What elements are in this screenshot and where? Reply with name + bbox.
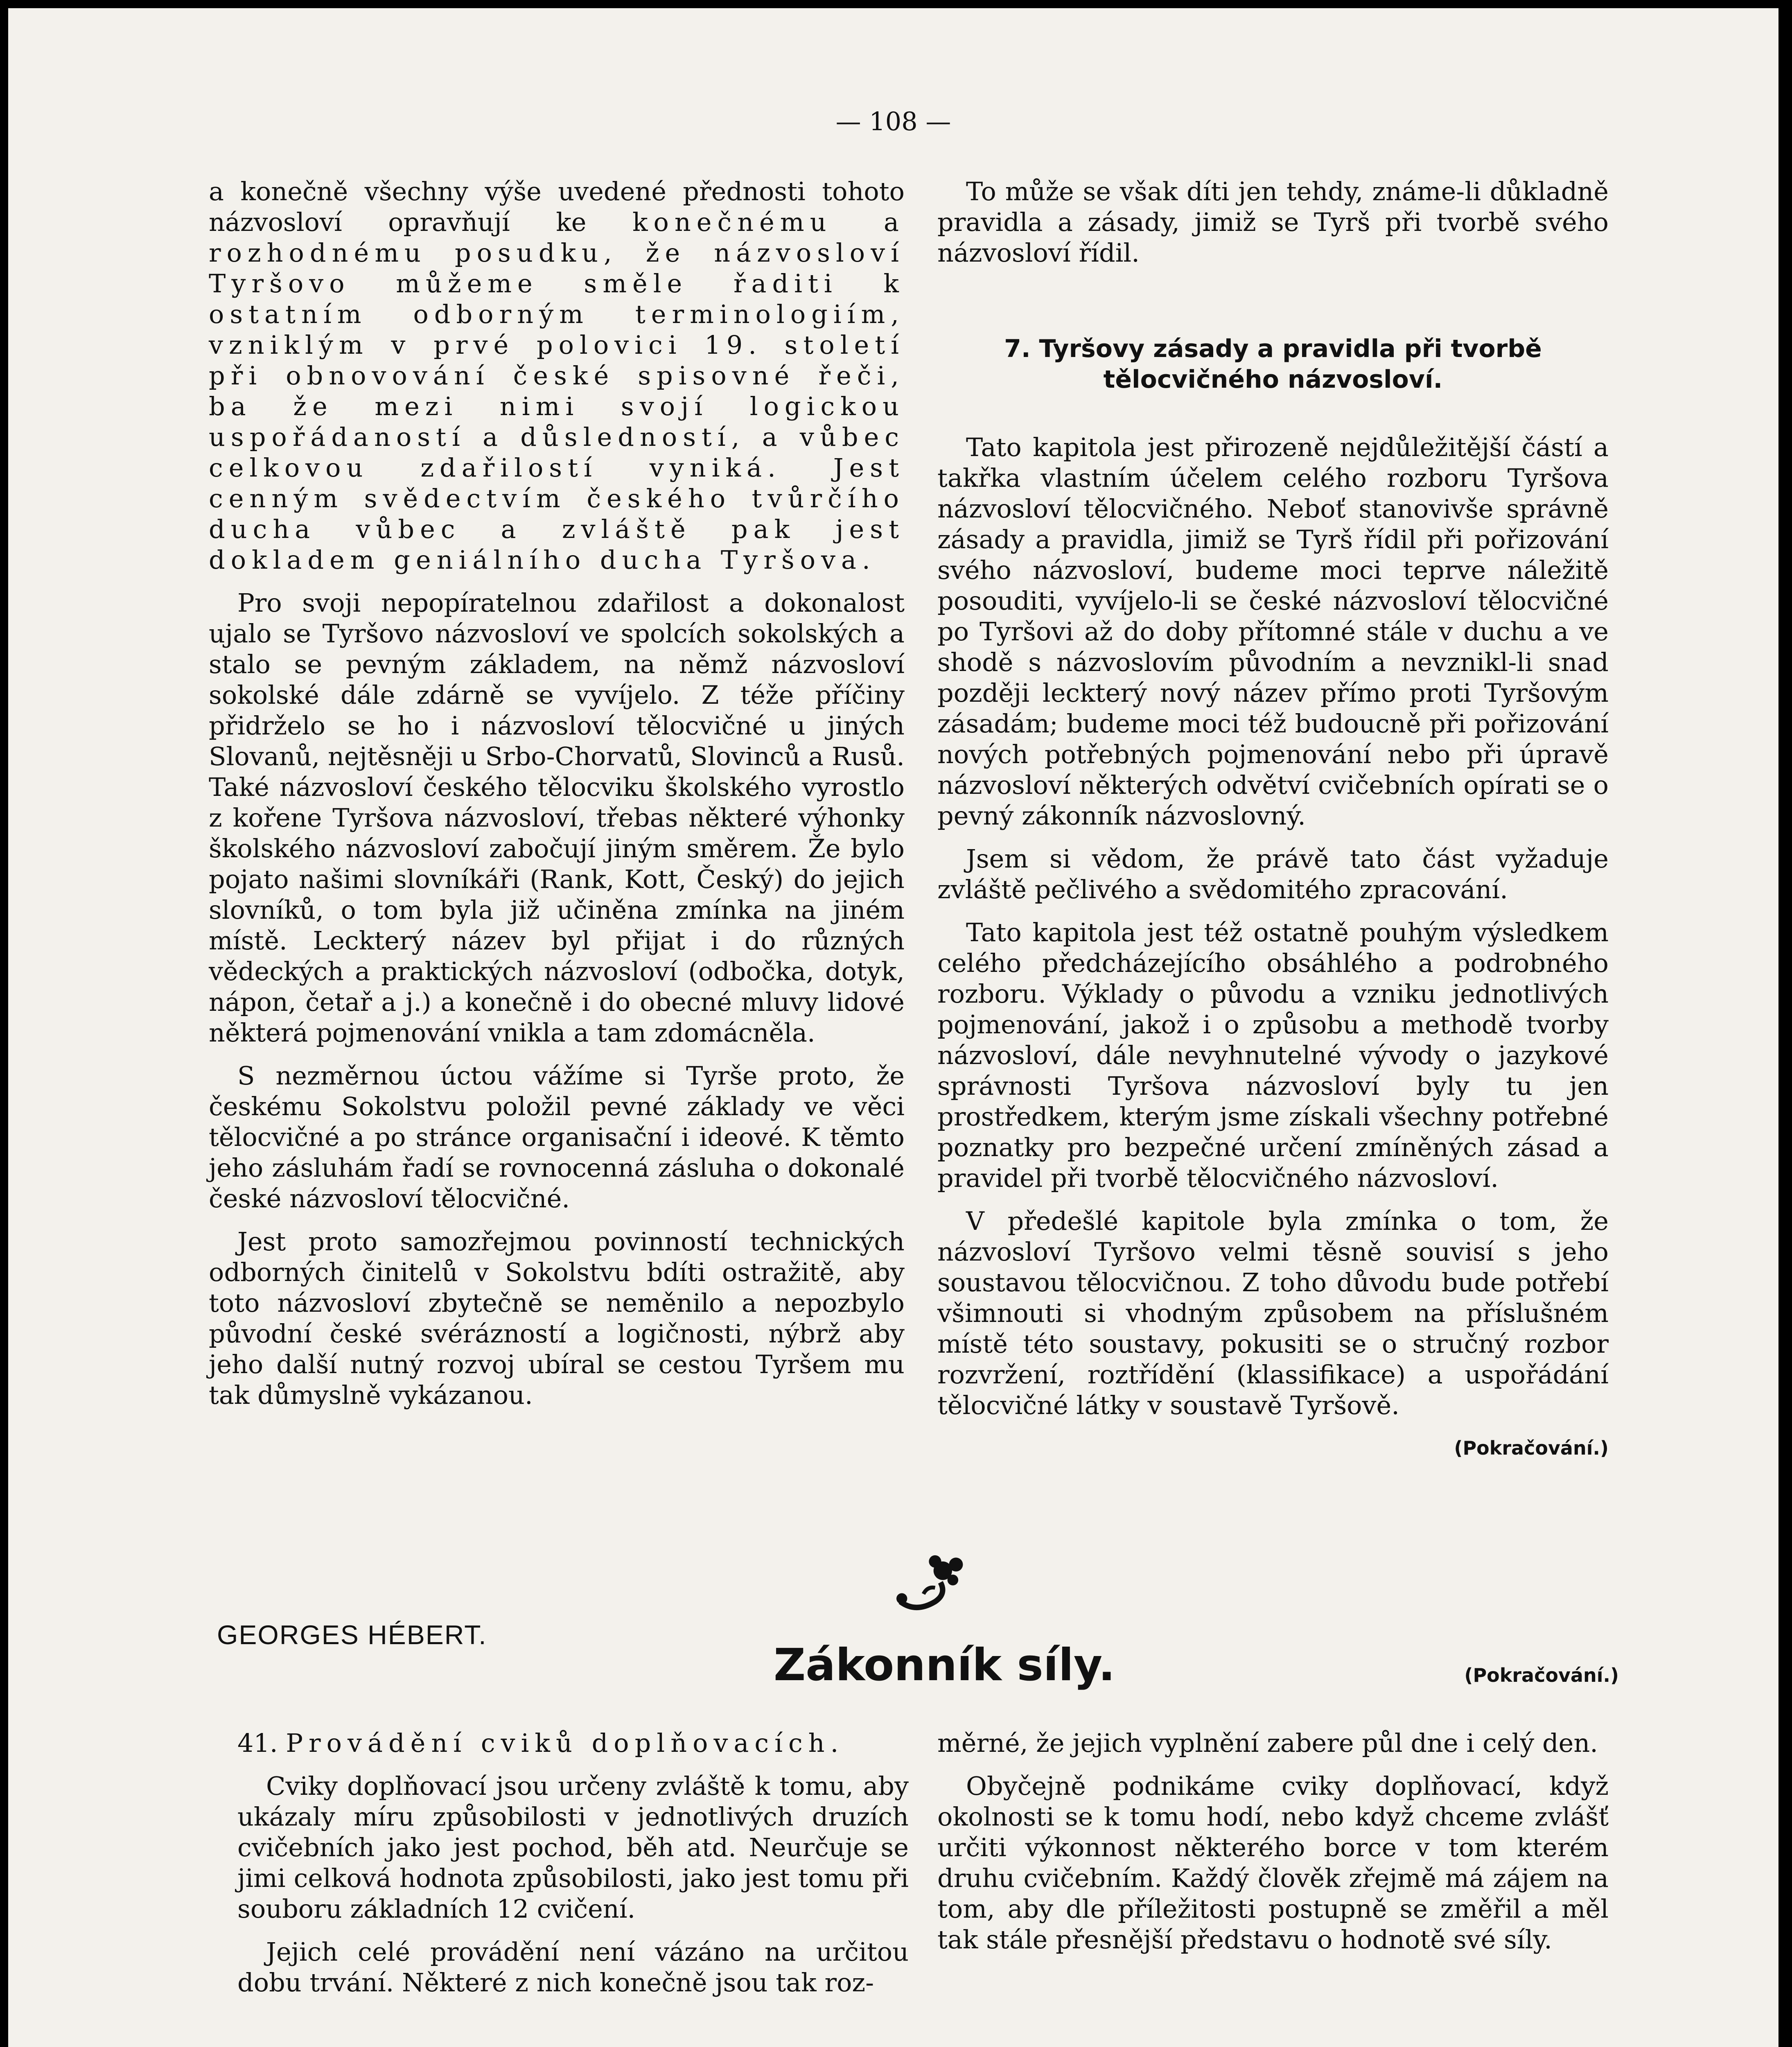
section-heading: 7. Tyršovy zásady a pravidla při tvorbě tělocvičného názvosloví. [1004, 334, 1542, 394]
article-left-paragraph-2: Jejich celé provádění není vázáno na určitou dobu trvání. Některé z nich konečně jsou tak roz- [237, 1937, 909, 1997]
article-title: Zákonník síly. [774, 1640, 1115, 1691]
continued-note: (Pokračování.) [1454, 1437, 1609, 1459]
article-right-paragraph-1: měrné, že jejich vyplnění zabere půl dne i celý den. [937, 1728, 1598, 1758]
article-subheading [237, 1728, 909, 1758]
right-paragraph-1: To může se však díti jen tehdy, známe-li důkladně pravidla a zásady, jimiž se Tyrš při tvorbě svého názvosloví řídil. [937, 176, 1609, 268]
flower-ornament-icon [892, 1548, 970, 1617]
subheading-number: 41. [237, 1728, 286, 1758]
article-right-paragraph-2: Obyčejně podnikáme cviky doplňovací, když okolnosti se k tomu hodí, nebo když chceme zvlášť určiti výkonnost některého borce v tom kterém druhu cvičebním. Každý člověk zřejmě má zájem na tom, aby dle příležitosti postupně se změřil a měl tak stále přesnější představu o hodnotě své síly. [937, 1771, 1609, 1954]
right-paragraph-4: Tato kapitola jest též ostatně pouhým výsledkem celého předcházejícího obsáhlého a podrobného rozboru. Výklady o původu a vzniku jednotlivých pojmenování, jakož i o způsobu a methodě tvorby názvosloví, dále nevyhnutelné vývody o jazykové správnosti Tyršova názvosloví byly tu jen prostředkem, kterým jsme získali všechny potřebné poznatky pro bezpečné určení zmíněných zásad a pravidel při tvorbě tělocvičného názvosloví. [937, 917, 1609, 1193]
right-column [937, 176, 1609, 1464]
left-paragraph-1 [209, 176, 905, 575]
left-paragraph-3: S nezměrnou úctou vážíme si Tyrše proto, že českému Sokolstvu položil pevné základy ve věci tělocvičné a po stránce organisační i ideové. K těmto jeho zásluhám řadí se rovnocenná zásluha o dokonalé české názvosloví tělocvičné. [209, 1061, 905, 1213]
article-left-paragraph-1: Cviky doplňovací jsou určeny zvláště k tomu, aby ukázaly míru způsobilosti v jednotlivých druzích cvičebních jako jest pochod, běh atd. Neurčuje se jimi celková hodnota způsobilosti, jako jest tomu při souboru základních 12 cvičení. [237, 1771, 909, 1924]
right-paragraph-2: Tato kapitola jest přirozeně nejdůležitější částí a takřka vlastním účelem celého rozboru Tyršova názvosloví tělocvičného. Neboť stanovivše správně zásady a pravidla, jimiž se Tyrš řídil při pořizování svého názvosloví, budeme moci teprve náležitě posouditi, vyvíjelo-li se české názvosloví tělocvičné po Tyršovi až do doby přítomné stále v duchu a ve shodě s názvoslovím původním a nevznikl-li snad později leckterý nový název přímo proti Tyršovým zásadám; budeme moci též budoucně při pořizování nových potřebných pojmenování nebo při úpravě názvosloví některých odvětví cvičebních opírati se o pevný zákonník názvoslovný. [937, 432, 1609, 831]
right-paragraph-5: V předešlé kapitole byla zmínka o tom, že názvosloví Tyršovo velmi těsně souvisí s jeho soustavou tělocvičnou. Z toho důvodu bude potřebí všimnouti si vhodným způsobem na příslušném místě této soustavy, pokusiti se o stručný rozbor rozvržení, roztřídění (klassifikace) a uspořádání tělocvičné látky v soustavě Tyršově. [937, 1206, 1609, 1420]
left-paragraph-4: Jest proto samozřejmou povinností technických odborných činitelů v Sokolstvu bdíti ostražitě, aby toto názvosloví zbytečně se neměnilo a nepozbylo původní české svérázností a logičnosti, nýbrž aby jeho další nutný rozvoj ubíral se cestou Tyršem mu tak důmyslně vykázanou. [209, 1227, 905, 1410]
article-author: GEORGES HÉBERT. [217, 1620, 487, 1650]
article-left-column [237, 1728, 909, 2010]
scanned-page [8, 8, 1778, 2047]
left-paragraph-2: Pro svoji nepopíratelnou zdařilost a dokonalost ujalo se Tyršovo názvosloví ve spolcích sokolských a stalo se pevným základem, na němž názvosloví sokolské dále zdárně se vyvíjelo. Z téže příčiny přidrželo se ho i názvosloví tělocvičné u jiných Slovanů, nejtěsněji u Srbo-Chorvatů, Slovinců a Rusů. Také názvosloví českého tělocviku školského vyrostlo z kořene Tyršova názvosloví, třebas některé výhonky školského názvosloví zabočují jiným směrem. Že bylo pojato našimi slovníkáři (Rank, Kott, Český) do jejich slovníků, o tom byla již učiněna zmínka na jiném místě. Leckterý název byl přijat i do různých vědeckých a praktických názvosloví (odbočka, dotyk, nápon, četař a j.) a konečně i do obecné mluvy lidové některá pojmenování vnikla a tam zdomácněla. [209, 588, 905, 1048]
subheading-text: Provádění cviků doplňovacích. [286, 1728, 844, 1758]
article-continued-note: (Pokračování.) [1464, 1664, 1619, 1686]
left-p1-text: a konečně všechny výše uvedené přednosti tohoto názvosloví opravňují ke [209, 176, 905, 237]
article-right-column [937, 1728, 1609, 1967]
page-number: — 108 — [835, 106, 951, 136]
left-column [209, 176, 905, 1423]
right-paragraph-3: Jsem si vědom, že právě tato část vyžaduje zvláště pečlivého a svědomitého zpracování. [937, 844, 1609, 904]
left-p1-spaced-text: konečnému a rozhodnému posudku, že názvosloví Tyršovo můžeme směle řaditi k ostatním odborným terminologiím, vzniklým v prvé polovici 19. století při obnovování české spisovné řeči, ba že mezi nimi svojí logickou uspořádaností a důsledností, a vůbec celkovou zdařilostí vyniká. Jest cenným svědectvím českého tvůrčího ducha vůbec a zvláště pak jest dokladem geniálního ducha Tyršova. [209, 207, 905, 575]
